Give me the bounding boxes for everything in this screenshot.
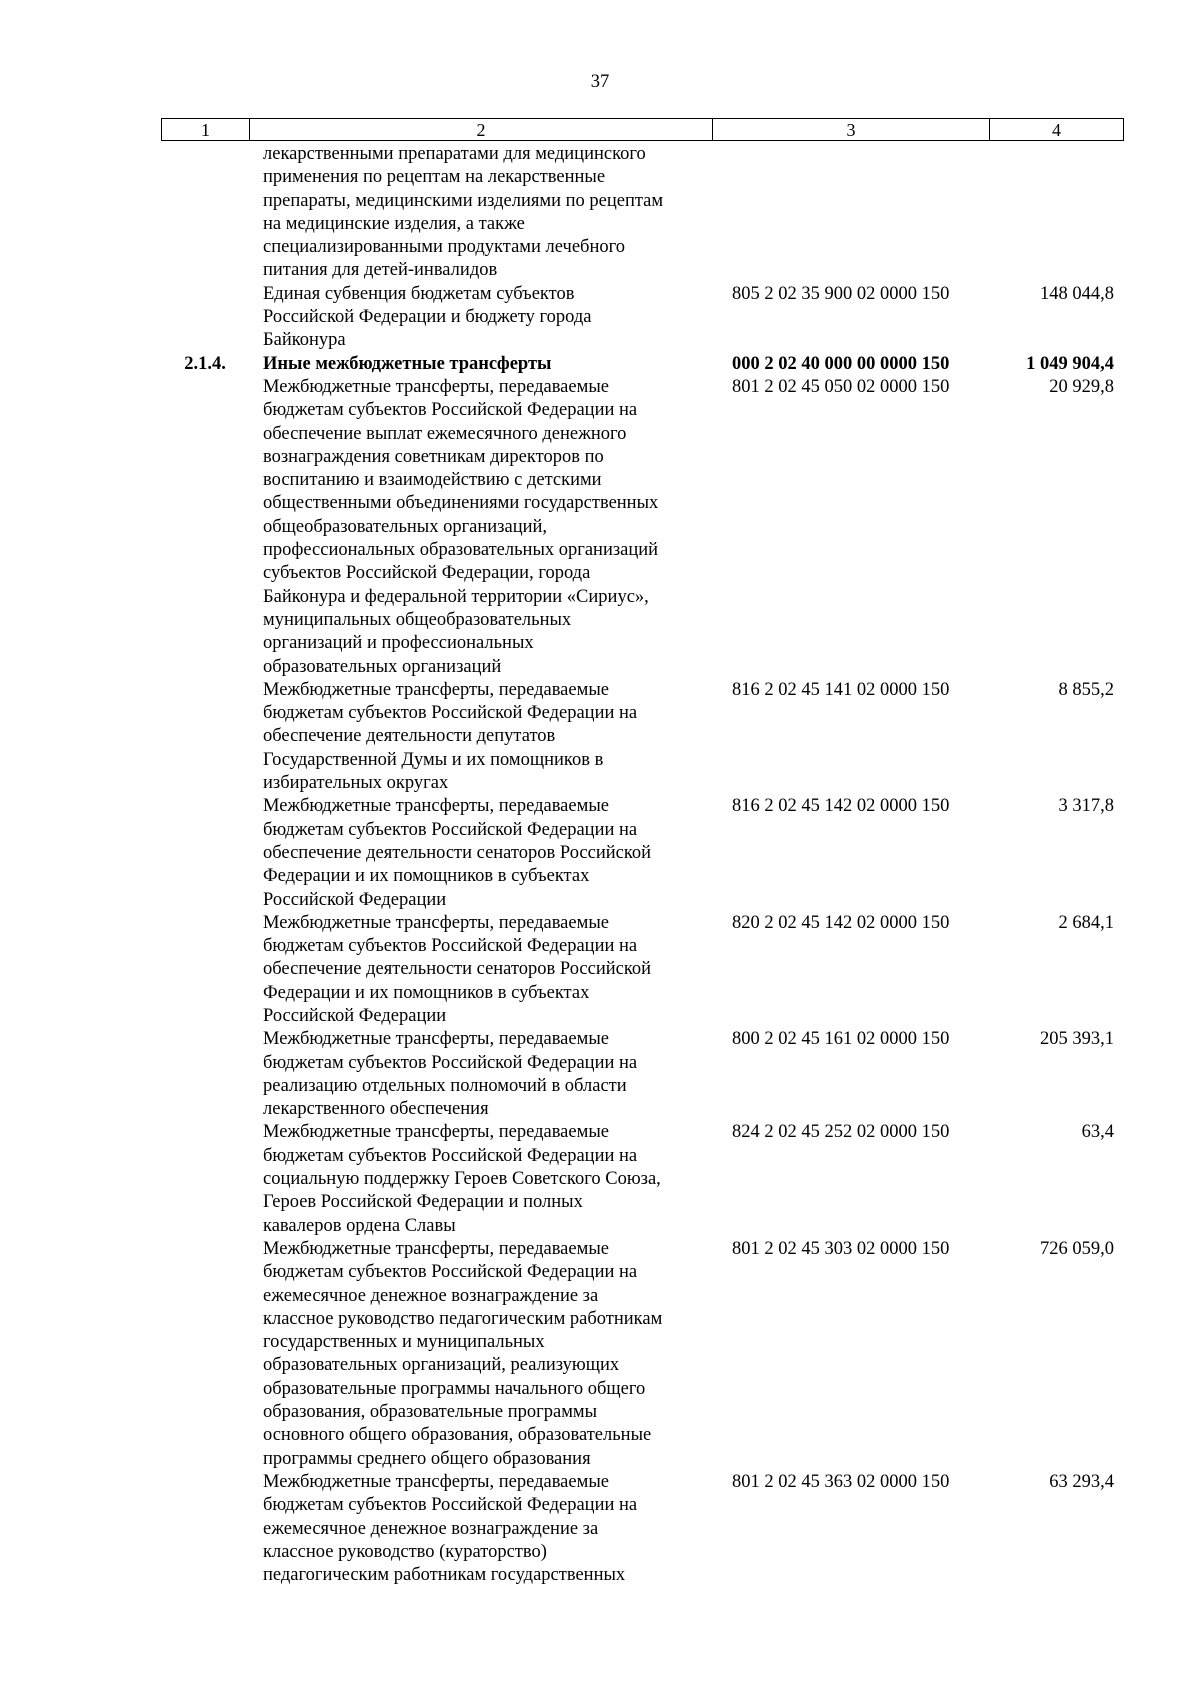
row-amount: 3 317,8 xyxy=(1058,796,1114,817)
row-amount: 20 929,8 xyxy=(1049,376,1114,397)
header-col-2: 2 xyxy=(250,119,713,141)
row-code: 816 2 02 45 142 02 0000 150 xyxy=(732,796,950,817)
row-code: 801 2 02 45 050 02 0000 150 xyxy=(732,376,950,397)
table-row xyxy=(0,912,1200,1028)
table-row xyxy=(0,1471,1200,1587)
row-description: Межбюджетные трансферты, передаваемые бюджетам субъектов Российской Федерации на обеспечение деятельности депутатов Государственной Думы и их помощников в избирательных округах xyxy=(263,679,638,794)
table-row xyxy=(0,283,1200,353)
table-row xyxy=(0,679,1200,795)
table-row xyxy=(0,353,1200,376)
row-amount: 205 393,1 xyxy=(1040,1029,1114,1050)
row-description: лекарственными препаратами для медицинского применения по рецептам на лекарственные препараты, медицинскими изделиями по рецептам на медицинские изделия, а также специализированными продуктами лечебного питания для детей-инвалидов xyxy=(263,144,664,281)
table-row xyxy=(0,1238,1200,1471)
row-amount: 148 044,8 xyxy=(1040,283,1114,304)
table-row xyxy=(0,376,1200,679)
row-description: Межбюджетные трансферты, передаваемые бюджетам субъектов Российской Федерации на обеспечение деятельности сенаторов Российской Федерации и их помощников в субъектах Российской Федерации xyxy=(263,912,652,1026)
row-description: Межбюджетные трансферты, передаваемые бюджетам субъектов Российской Федерации на социальную поддержку Героев Советского Союза, Героев Российской Федерации и полных кавалеров ордена Славы xyxy=(263,1122,661,1236)
table-body xyxy=(0,143,1200,1587)
table-header xyxy=(161,118,1124,141)
row-code: 820 2 02 45 142 02 0000 150 xyxy=(732,912,950,933)
header-row xyxy=(162,119,1124,141)
row-description: Межбюджетные трансферты, передаваемые бюджетам субъектов Российской Федерации на реализацию отдельных полномочий в области лекарственного обеспечения xyxy=(263,1029,638,1120)
row-code: 816 2 02 45 141 02 0000 150 xyxy=(732,679,950,700)
row-number: 2.1.4. xyxy=(184,353,226,374)
row-amount: 2 684,1 xyxy=(1058,912,1114,933)
row-amount: 63 293,4 xyxy=(1049,1471,1114,1492)
header-col-4: 4 xyxy=(990,119,1124,141)
row-description: Иные межбюджетные трансферты xyxy=(263,353,552,374)
row-code: 805 2 02 35 900 02 0000 150 xyxy=(732,283,950,304)
header-col-3: 3 xyxy=(713,119,990,141)
table-row xyxy=(0,795,1200,911)
table-row xyxy=(0,1028,1200,1121)
row-description: Единая субвенция бюджетам субъектов Российской Федерации и бюджету города Байконура xyxy=(263,283,592,351)
row-code: 801 2 02 45 303 02 0000 150 xyxy=(732,1238,950,1259)
row-description: Межбюджетные трансферты, передаваемые бюджетам субъектов Российской Федерации на ежемесячное денежное вознаграждение за классное руководство педагогическим работникам государственных и муниципальных образовательных организаций, реализующих образовательные программы начального общего образования, образовательные программы основного общего образования, образовательные программы среднего общего образования xyxy=(263,1238,663,1469)
row-description: Межбюджетные трансферты, передаваемые бюджетам субъектов Российской Федерации на обеспечение деятельности сенаторов Российской Федерации и их помощников в субъектах Российской Федерации xyxy=(263,796,652,910)
table-row xyxy=(0,1121,1200,1237)
row-amount: 1 049 904,4 xyxy=(1026,353,1114,374)
table-row xyxy=(0,143,1200,283)
row-amount: 63,4 xyxy=(1081,1122,1114,1143)
row-amount: 8 855,2 xyxy=(1058,679,1114,700)
row-code: 824 2 02 45 252 02 0000 150 xyxy=(732,1122,950,1143)
row-code: 000 2 02 40 000 00 0000 150 xyxy=(732,353,950,374)
row-description: Межбюджетные трансферты, передаваемые бюджетам субъектов Российской Федерации на обеспечение выплат ежемесячного денежного вознаграждения советникам директоров по воспитанию и взаимодействию с детскими общественными объединениями государственных общеобразовательных организаций, профессиональных образовательных организаций субъектов Российской Федерации, города Байконура и федеральной территории «Сириус», муниципальных общеобразовательных организаций и профессиональных образовательных организаций xyxy=(263,376,659,677)
row-amount: 726 059,0 xyxy=(1040,1238,1114,1259)
row-code: 801 2 02 45 363 02 0000 150 xyxy=(732,1471,950,1492)
row-description: Межбюджетные трансферты, передаваемые бюджетам субъектов Российской Федерации на ежемесячное денежное вознаграждение за классное руководство (кураторство) педагогическим работникам государственных xyxy=(263,1471,638,1586)
header-col-1: 1 xyxy=(162,119,250,141)
page-number: 37 xyxy=(590,72,610,92)
row-code: 800 2 02 45 161 02 0000 150 xyxy=(732,1029,950,1050)
